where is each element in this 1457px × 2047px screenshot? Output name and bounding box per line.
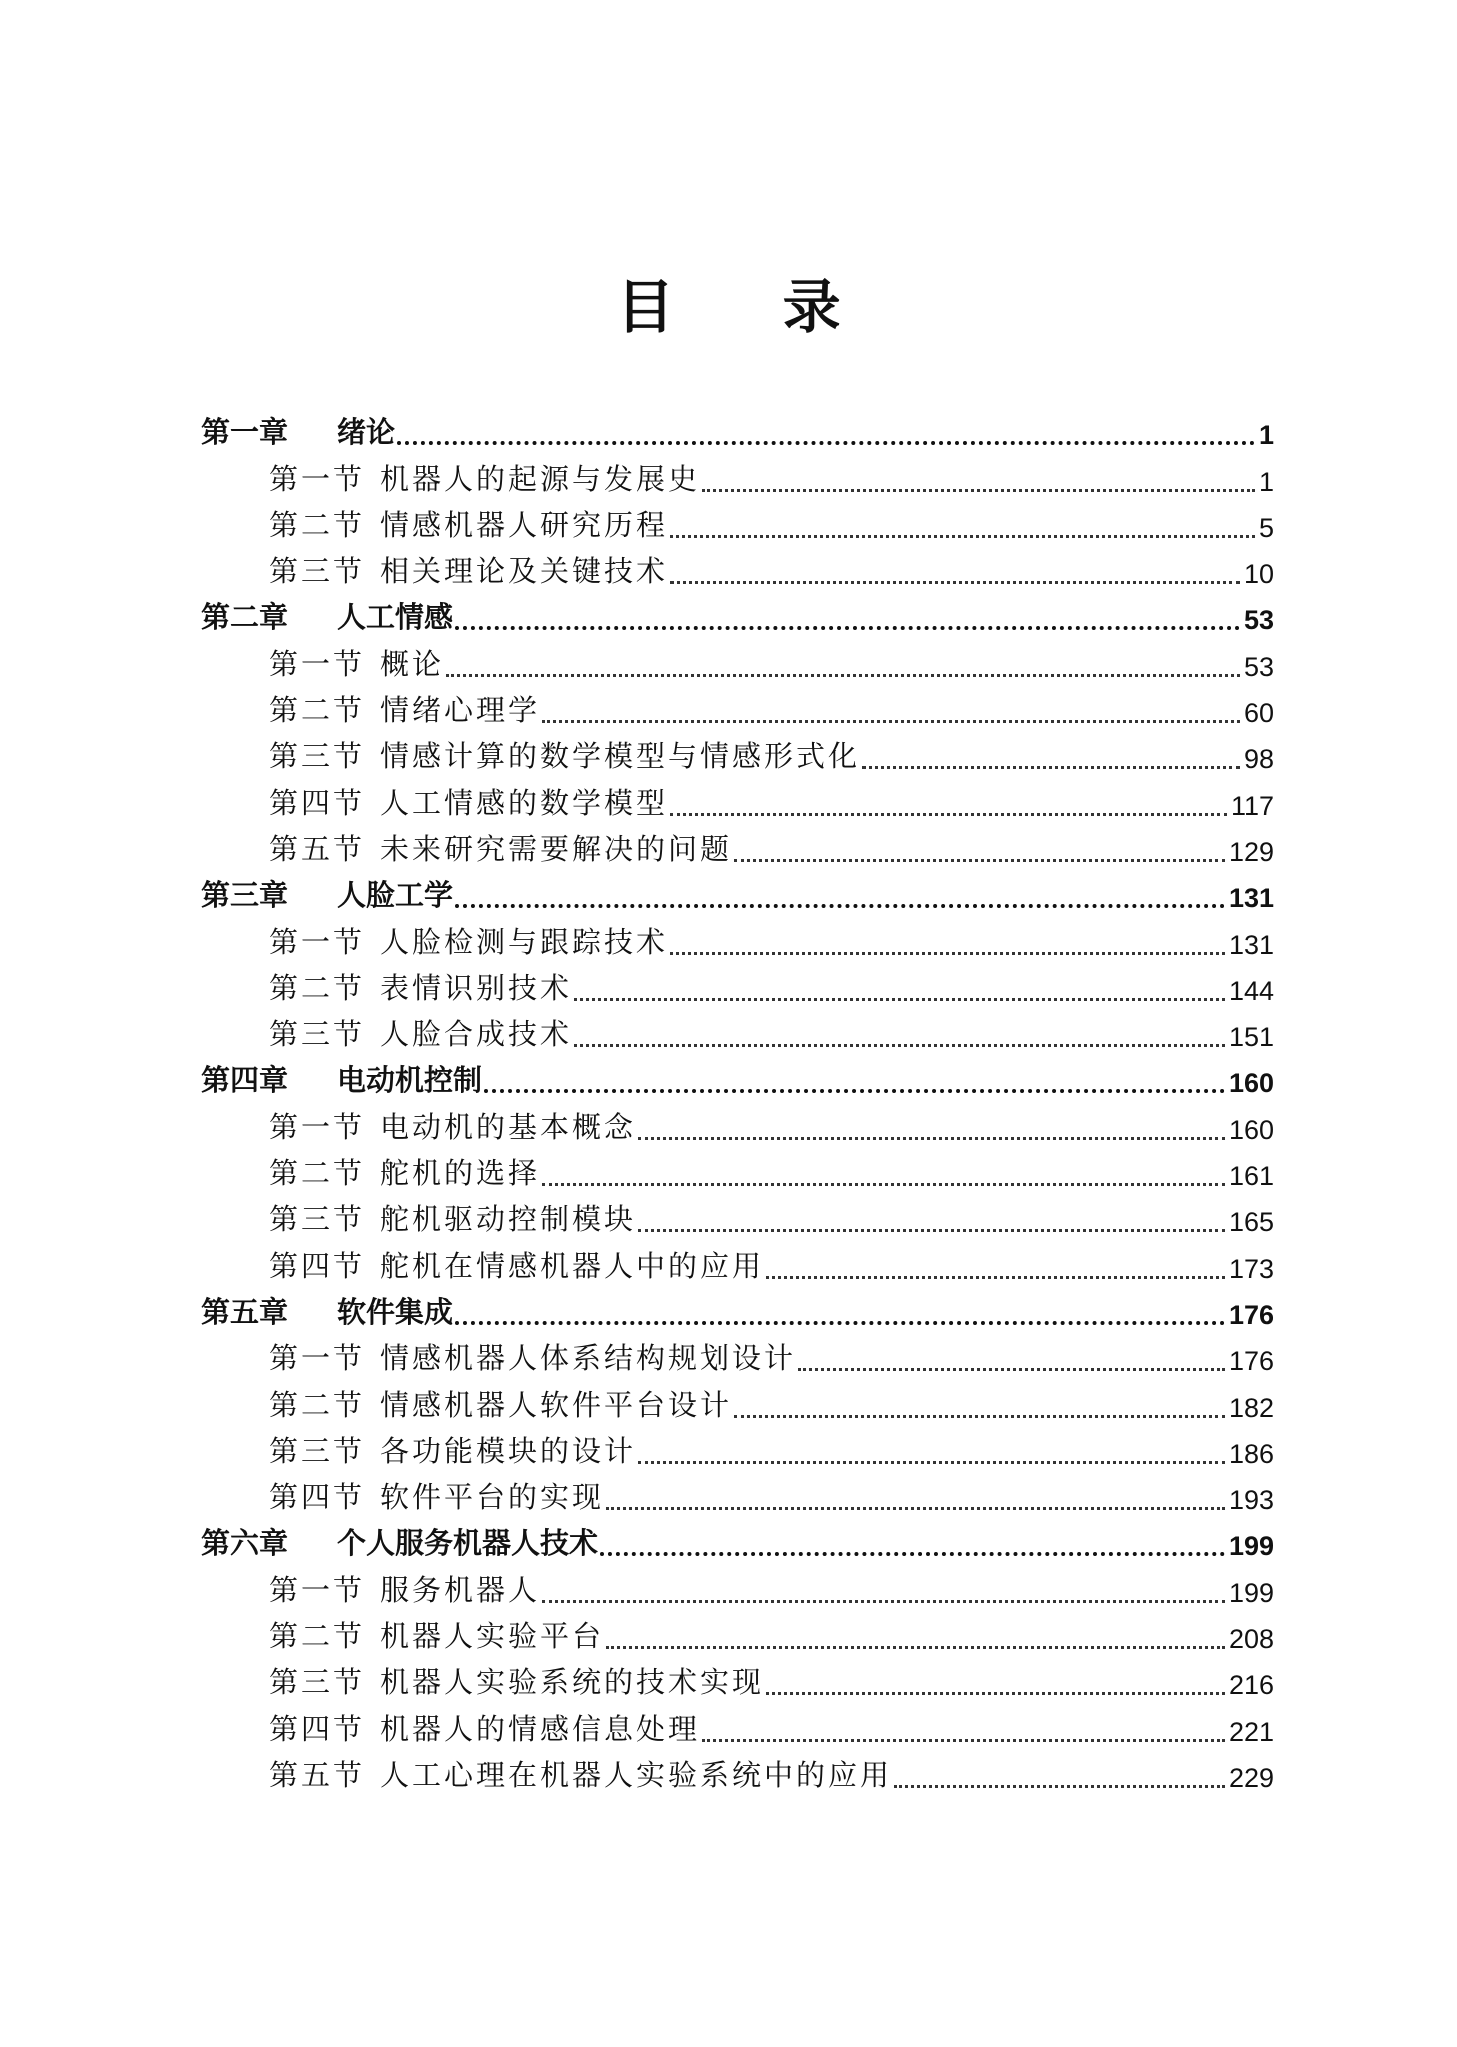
toc-section-entry[interactable] — [201, 1105, 1274, 1151]
toc-entry-title: 舵机驱动控制模块 — [380, 1202, 637, 1237]
toc-entry-page: 131 — [1228, 929, 1274, 960]
dot-leader — [606, 1646, 1225, 1649]
toc-entry-title: 情感机器人研究历程 — [380, 507, 669, 542]
toc-chapter-entry[interactable] — [201, 1522, 1274, 1568]
dot-leader — [574, 998, 1225, 1001]
toc-chapter-entry[interactable] — [201, 1059, 1274, 1105]
toc-section-entry[interactable] — [201, 1754, 1274, 1800]
toc-entry-page: 229 — [1228, 1762, 1274, 1793]
toc-entry-title: 人脸工学 — [337, 878, 454, 913]
toc-entry-title: 机器人实验平台 — [380, 1619, 605, 1654]
toc-entry-number: 第三节 — [269, 1665, 366, 1700]
toc-entry-page: 98 — [1243, 744, 1274, 775]
toc-entry-title: 人脸检测与跟踪技术 — [380, 924, 669, 959]
toc-entry-page: 5 — [1258, 512, 1274, 543]
toc-entry-number: 第一章 — [201, 415, 289, 450]
dot-leader — [455, 1321, 1225, 1325]
toc-entry-page: 53 — [1243, 651, 1274, 682]
dot-leader — [455, 626, 1240, 630]
toc-section-entry[interactable] — [201, 1568, 1274, 1614]
dot-leader — [638, 1137, 1225, 1140]
dot-leader — [702, 1739, 1225, 1742]
toc-entry-page: 160 — [1228, 1114, 1274, 1145]
toc-entry-title: 情绪心理学 — [380, 693, 541, 728]
toc-entry-title: 服务机器人 — [380, 1572, 541, 1607]
toc-entry-title: 概论 — [380, 646, 445, 681]
toc-entry-title: 人工情感的数学模型 — [380, 785, 669, 820]
toc-entry-title: 个人服务机器人技术 — [337, 1526, 599, 1561]
toc-entry-title: 舵机的选择 — [380, 1156, 541, 1191]
toc-entry-number: 第四节 — [269, 1248, 366, 1283]
toc-entry-page: 165 — [1228, 1207, 1274, 1238]
dot-leader — [638, 1229, 1225, 1232]
toc-chapter-entry[interactable] — [201, 411, 1274, 457]
toc-entry-page: 151 — [1228, 1022, 1274, 1053]
toc-entry-page: 129 — [1228, 836, 1274, 867]
dot-leader — [542, 1600, 1225, 1603]
toc-entry-number: 第三节 — [269, 739, 366, 774]
toc-chapter-entry[interactable] — [201, 1291, 1274, 1337]
toc-entry-title: 电动机的基本概念 — [380, 1109, 637, 1144]
toc-entry-page: 117 — [1230, 790, 1274, 821]
dot-leader — [397, 441, 1255, 445]
toc-entry-page: 199 — [1228, 1577, 1274, 1608]
toc-entry-number: 第五章 — [201, 1294, 289, 1329]
toc-entry-page: 160 — [1228, 1068, 1274, 1099]
toc-entry-number: 第一节 — [269, 924, 366, 959]
toc-section-entry[interactable] — [201, 1198, 1274, 1244]
toc-entry-page: 193 — [1228, 1485, 1274, 1516]
dot-leader — [542, 1183, 1225, 1186]
dot-leader — [542, 720, 1240, 723]
dot-leader — [638, 1461, 1225, 1464]
toc-entry-number: 第一节 — [269, 646, 366, 681]
toc-section-entry[interactable] — [201, 1152, 1274, 1198]
toc-entry-number: 第四节 — [269, 1480, 366, 1515]
toc-chapter-entry[interactable] — [201, 874, 1274, 920]
dot-leader — [734, 859, 1225, 862]
toc-section-entry[interactable] — [201, 920, 1274, 966]
dot-leader — [766, 1276, 1225, 1279]
dot-leader — [862, 766, 1240, 769]
toc-entry-number: 第五节 — [269, 1757, 366, 1792]
toc-entry-title: 人脸合成技术 — [380, 1017, 573, 1052]
dot-leader — [606, 1507, 1225, 1510]
toc-entry-title: 人工心理在机器人实验系统中的应用 — [380, 1757, 893, 1792]
toc-entry-number: 第二章 — [201, 600, 289, 635]
toc-entry-page: 1 — [1258, 420, 1274, 451]
toc-entry-page: 10 — [1243, 559, 1274, 590]
toc-entry-title: 舵机在情感机器人中的应用 — [380, 1248, 765, 1283]
toc-entry-title: 各功能模块的设计 — [380, 1433, 637, 1468]
dot-leader — [670, 581, 1240, 584]
toc-entry-number: 第一节 — [269, 1572, 366, 1607]
toc-section-entry[interactable] — [201, 735, 1274, 781]
toc-section-entry[interactable] — [201, 967, 1274, 1013]
toc-entry-page: 1 — [1258, 466, 1274, 497]
toc-section-entry[interactable] — [201, 1661, 1274, 1707]
toc-section-entry[interactable] — [201, 1615, 1274, 1661]
toc-entry-page: 182 — [1228, 1392, 1274, 1423]
toc-entry-number: 第六章 — [201, 1526, 289, 1561]
dot-leader — [670, 813, 1227, 816]
toc-entry-number: 第二节 — [269, 693, 366, 728]
toc-entry-number: 第二节 — [269, 1156, 366, 1191]
toc-section-entry[interactable] — [201, 550, 1274, 596]
toc-section-entry[interactable] — [201, 781, 1274, 827]
toc-entry-number: 第四节 — [269, 785, 366, 820]
toc-entry-page: 186 — [1228, 1438, 1274, 1469]
dot-leader — [798, 1368, 1225, 1371]
toc-entry-page: 161 — [1228, 1161, 1274, 1192]
toc-section-entry[interactable] — [201, 1476, 1274, 1522]
toc-entry-title: 机器人实验系统的技术实现 — [380, 1665, 765, 1700]
toc-entry-title: 表情识别技术 — [380, 970, 573, 1005]
toc-section-entry[interactable] — [201, 1244, 1274, 1290]
dot-leader — [670, 535, 1255, 538]
toc-entry-number: 第一节 — [269, 1341, 366, 1376]
toc-entry-page: 144 — [1228, 975, 1274, 1006]
toc-entry-title: 相关理论及关键技术 — [380, 554, 669, 589]
page-title: 目 录 — [616, 273, 885, 341]
toc-section-entry[interactable] — [201, 828, 1274, 874]
toc-entry-number: 第三节 — [269, 554, 366, 589]
toc-entry-number: 第二节 — [269, 970, 366, 1005]
toc-entry-number: 第四节 — [269, 1711, 366, 1746]
dot-leader — [670, 952, 1225, 955]
toc-entry-number: 第四章 — [201, 1063, 289, 1098]
toc-section-entry[interactable] — [201, 642, 1274, 688]
dot-leader — [455, 904, 1225, 908]
toc-chapter-entry[interactable] — [201, 596, 1274, 642]
toc-section-entry[interactable] — [201, 1337, 1274, 1383]
dot-leader — [446, 674, 1240, 677]
toc-entry-title: 情感计算的数学模型与情感形式化 — [380, 739, 861, 774]
dot-leader — [574, 1044, 1225, 1047]
table-of-contents — [201, 411, 1274, 1800]
toc-entry-title: 机器人的起源与发展史 — [380, 461, 701, 496]
toc-section-entry[interactable] — [201, 689, 1274, 735]
toc-entry-title: 绪论 — [337, 415, 396, 450]
dot-leader — [600, 1552, 1225, 1556]
toc-entry-page: 208 — [1228, 1624, 1274, 1655]
dot-leader — [484, 1089, 1225, 1093]
toc-entry-page: 176 — [1228, 1299, 1274, 1330]
toc-entry-page: 199 — [1228, 1531, 1274, 1562]
toc-entry-number: 第一节 — [269, 461, 366, 496]
toc-entry-title: 软件集成 — [337, 1294, 454, 1329]
dot-leader — [766, 1692, 1225, 1695]
toc-section-entry[interactable] — [201, 1430, 1274, 1476]
toc-entry-page: 53 — [1243, 605, 1274, 636]
toc-entry-title: 电动机控制 — [337, 1063, 483, 1098]
toc-entry-number: 第一节 — [269, 1109, 366, 1144]
toc-entry-title: 情感机器人体系结构规划设计 — [380, 1341, 797, 1376]
toc-entry-number: 第三节 — [269, 1017, 366, 1052]
toc-section-entry[interactable] — [201, 457, 1274, 503]
toc-entry-page: 173 — [1228, 1253, 1274, 1284]
toc-entry-number: 第五节 — [269, 831, 366, 866]
toc-entry-page: 216 — [1228, 1670, 1274, 1701]
toc-entry-page: 131 — [1228, 883, 1274, 914]
toc-entry-title: 人工情感 — [337, 600, 454, 635]
toc-entry-number: 第二节 — [269, 507, 366, 542]
toc-section-entry[interactable] — [201, 504, 1274, 550]
toc-entry-page: 60 — [1243, 698, 1274, 729]
toc-entry-number: 第二节 — [269, 1619, 366, 1654]
toc-entry-title: 软件平台的实现 — [380, 1480, 605, 1515]
toc-entry-number: 第三章 — [201, 878, 289, 913]
toc-section-entry[interactable] — [201, 1013, 1274, 1059]
toc-section-entry[interactable] — [201, 1383, 1274, 1429]
toc-entry-number: 第二节 — [269, 1387, 366, 1422]
dot-leader — [894, 1785, 1225, 1788]
toc-entry-number: 第三节 — [269, 1202, 366, 1237]
toc-entry-title: 未来研究需要解决的问题 — [380, 831, 733, 866]
toc-entry-page: 221 — [1228, 1716, 1274, 1747]
toc-entry-page: 176 — [1228, 1346, 1274, 1377]
toc-entry-number: 第三节 — [269, 1433, 366, 1468]
toc-section-entry[interactable] — [201, 1707, 1274, 1753]
dot-leader — [734, 1415, 1225, 1418]
toc-entry-title: 情感机器人软件平台设计 — [380, 1387, 733, 1422]
toc-entry-title: 机器人的情感信息处理 — [380, 1711, 701, 1746]
dot-leader — [702, 489, 1255, 492]
